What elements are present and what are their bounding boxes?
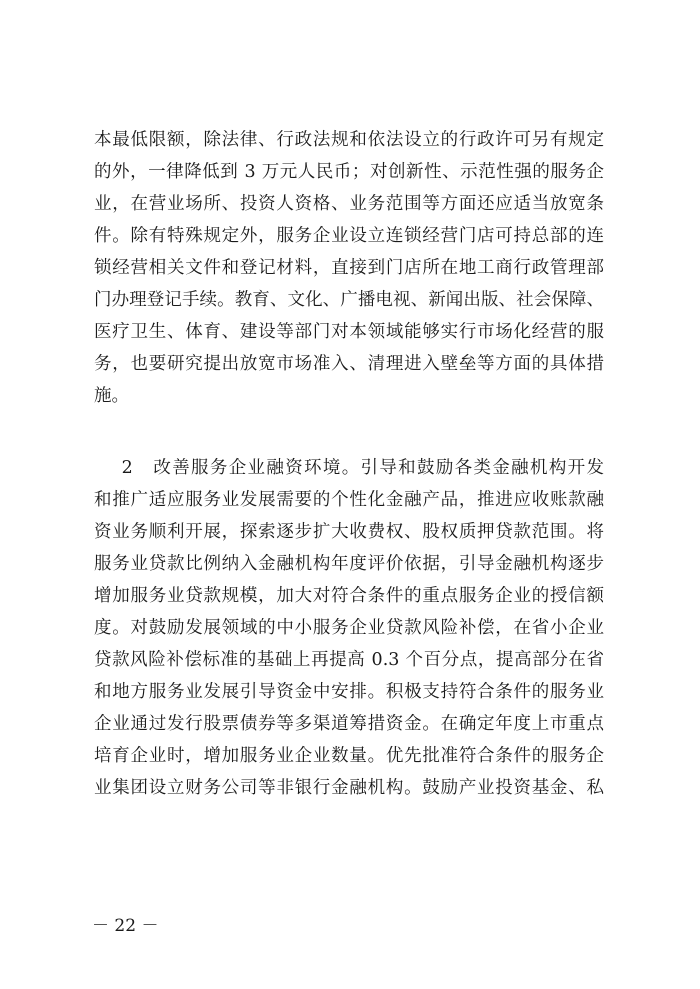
text-line: 企业通过发行股票债券等多渠道筹措资金。在确定年度上市重点	[94, 714, 604, 734]
text-line: 锁经营相关文件和登记材料，直接到门店所在地工商行政管理部	[94, 258, 604, 278]
text-line: 培育企业时，增加服务业企业数量。优先批准符合条件的服务企	[94, 746, 604, 766]
text-line: 医疗卫生、体育、建设等部门对本领域能够实行市场化经营的服	[94, 322, 604, 342]
text-line: 施。	[94, 386, 129, 406]
paragraph-2	[94, 452, 604, 804]
text-line: 和地方服务业发展引导资金中安排。积极支持符合条件的服务业	[94, 682, 604, 702]
text-line: 服务业贷款比例纳入金融机构年度评价依据，引导金融机构逐步	[94, 554, 604, 574]
text-line: 本最低限额，除法律、行政法规和依法设立的行政许可另有规定	[94, 130, 604, 150]
text-line: 度。对鼓励发展领域的中小服务企业贷款风险补偿，在省小企业	[94, 618, 604, 638]
text-line: 的外，一律降低到 3 万元人民币；对创新性、示范性强的服务企	[94, 162, 604, 182]
text-line: 和推广适应服务业发展需要的个性化金融产品，推进应收账款融	[94, 490, 604, 510]
text-line: 务，也要研究提出放宽市场准入、清理进入壁垒等方面的具体措	[94, 354, 604, 374]
text-line: 增加服务业贷款规模，加大对符合条件的重点服务企业的授信额	[94, 586, 604, 606]
text-line: 件。除有特殊规定外，服务企业设立连锁经营门店可持总部的连	[94, 226, 604, 246]
text-line: 业，在营业场所、投资人资格、业务范围等方面还应适当放宽条	[94, 194, 604, 214]
text-line: 资业务顺利开展，探索逐步扩大收费权、股权质押贷款范围。将	[94, 522, 604, 542]
page-number: － 22 －	[92, 916, 159, 936]
text-line: 业集团设立财务公司等非银行金融机构。鼓励产业投资基金、私	[94, 778, 604, 798]
text-line: 2 改善服务企业融资环境。引导和鼓励各类金融机构开发	[94, 458, 604, 478]
paragraph-1	[94, 124, 604, 412]
text-line: 门办理登记手续。教育、文化、广播电视、新闻出版、社会保障、	[94, 290, 604, 310]
text-line: 贷款风险补偿标准的基础上再提高 0.3 个百分点，提高部分在省	[94, 650, 604, 670]
